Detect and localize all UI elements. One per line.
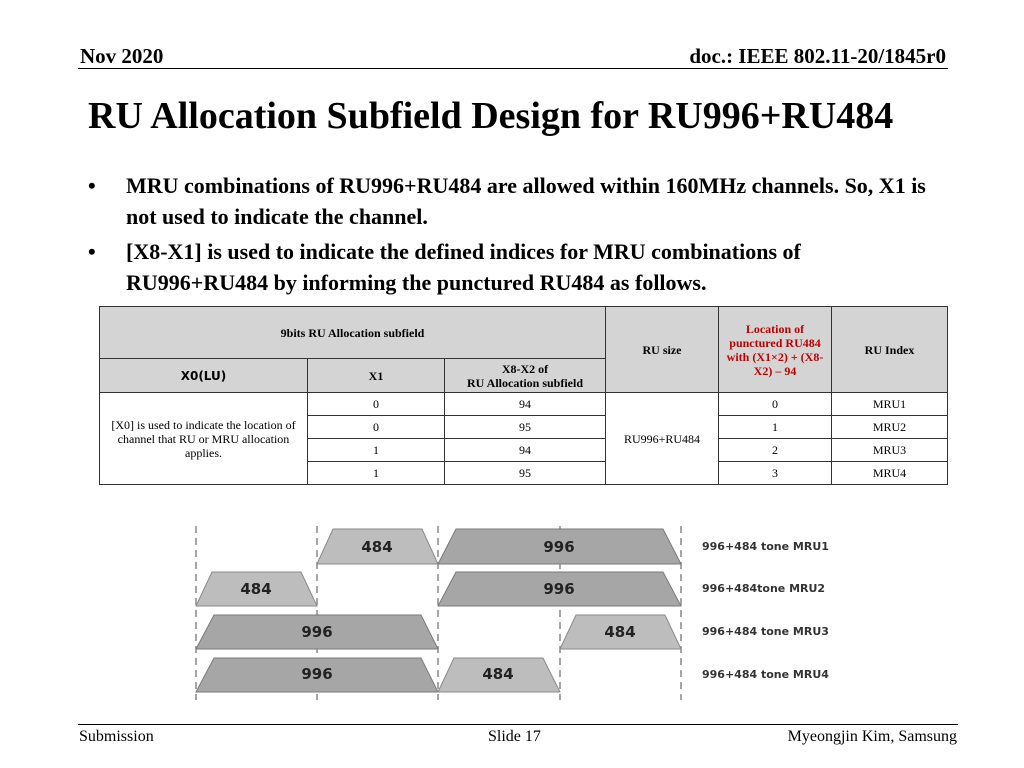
footer-slide-number: Slide 17: [488, 728, 541, 745]
mru-row-label: 996+484tone MRU2: [702, 582, 826, 595]
mru-row-label: 996+484 tone MRU1: [702, 540, 829, 553]
header-x8-x2: [445, 359, 606, 393]
ru-allocation-table: [99, 306, 948, 485]
ru484-label: 484: [240, 580, 272, 598]
footer-submission: Submission: [79, 728, 154, 745]
header-ru-index: RU Index: [832, 307, 948, 393]
header-date: Nov 2020: [80, 44, 164, 68]
bullet-text: [X8-X1] is used to indicate the defined indices for MRU combinations of RU996+RU484 by informing the punctured RU484 as follows.: [126, 239, 801, 295]
table-row: [100, 393, 948, 416]
mru-diagram-svg: [190, 520, 890, 704]
cell-x8-x2: 95: [445, 416, 606, 439]
bullet-item: [80, 170, 940, 232]
ru484-label: 484: [604, 623, 636, 641]
cell-index: MRU2: [832, 416, 948, 439]
header-x8-x2-line1: X8-X2 of: [501, 361, 549, 376]
cell-location: 1: [719, 416, 832, 439]
cell-location: 0: [719, 393, 832, 416]
header-x8-x2-line2: RU Allocation subfield: [467, 375, 584, 390]
ru484-label: 484: [482, 665, 514, 683]
x0-description: [X0] is used to indicate the location of channel that RU or MRU allocation applies.: [100, 393, 308, 485]
mru-row-label: 996+484 tone MRU4: [702, 668, 829, 681]
header-ru-size: RU size: [606, 307, 719, 393]
cell-x1: 0: [308, 393, 445, 416]
cell-x8-x2: 94: [445, 393, 606, 416]
cell-location: 2: [719, 439, 832, 462]
footer-rule: [78, 724, 958, 725]
ru996-label: 996: [301, 665, 333, 683]
bullet-list: [80, 170, 940, 302]
slide-title: RU Allocation Subfield Design for RU996+RU484: [88, 95, 894, 137]
cell-x1: 1: [308, 439, 445, 462]
cell-index: MRU3: [832, 439, 948, 462]
ru996-label: 996: [543, 580, 575, 598]
bullet-marker: •: [88, 239, 96, 264]
header-x0: X0(LU): [100, 359, 308, 393]
cell-index: MRU1: [832, 393, 948, 416]
cell-location: 3: [719, 462, 832, 485]
cell-x8-x2: 95: [445, 462, 606, 485]
header-x1: X1: [308, 359, 445, 393]
bullet-marker: •: [88, 173, 96, 198]
ru996-label: 996: [301, 623, 333, 641]
header-9bits-subfield: 9bits RU Allocation subfield: [100, 307, 606, 359]
bullet-item: [80, 236, 940, 298]
header-punctured-location: Location of punctured RU484 with (X1×2) + (X8-X2) – 94: [719, 307, 832, 393]
header-rule: [78, 68, 948, 69]
bullet-text: MRU combinations of RU996+RU484 are allowed within 160MHz channels. So, X1 is not used to indicate the channel.: [126, 173, 926, 229]
cell-x8-x2: 94: [445, 439, 606, 462]
mru-diagram: [190, 520, 890, 704]
header-doc-id: doc.: IEEE 802.11-20/1845r0: [689, 44, 946, 68]
ru484-label: 484: [361, 538, 393, 556]
mru-row-label: 996+484 tone MRU3: [702, 625, 829, 638]
cell-ru-size: RU996+RU484: [606, 393, 719, 485]
footer-author: Myeongjin Kim, Samsung: [787, 728, 957, 745]
ru996-label: 996: [543, 538, 575, 556]
cell-x1: 0: [308, 416, 445, 439]
cell-x1: 1: [308, 462, 445, 485]
cell-index: MRU4: [832, 462, 948, 485]
